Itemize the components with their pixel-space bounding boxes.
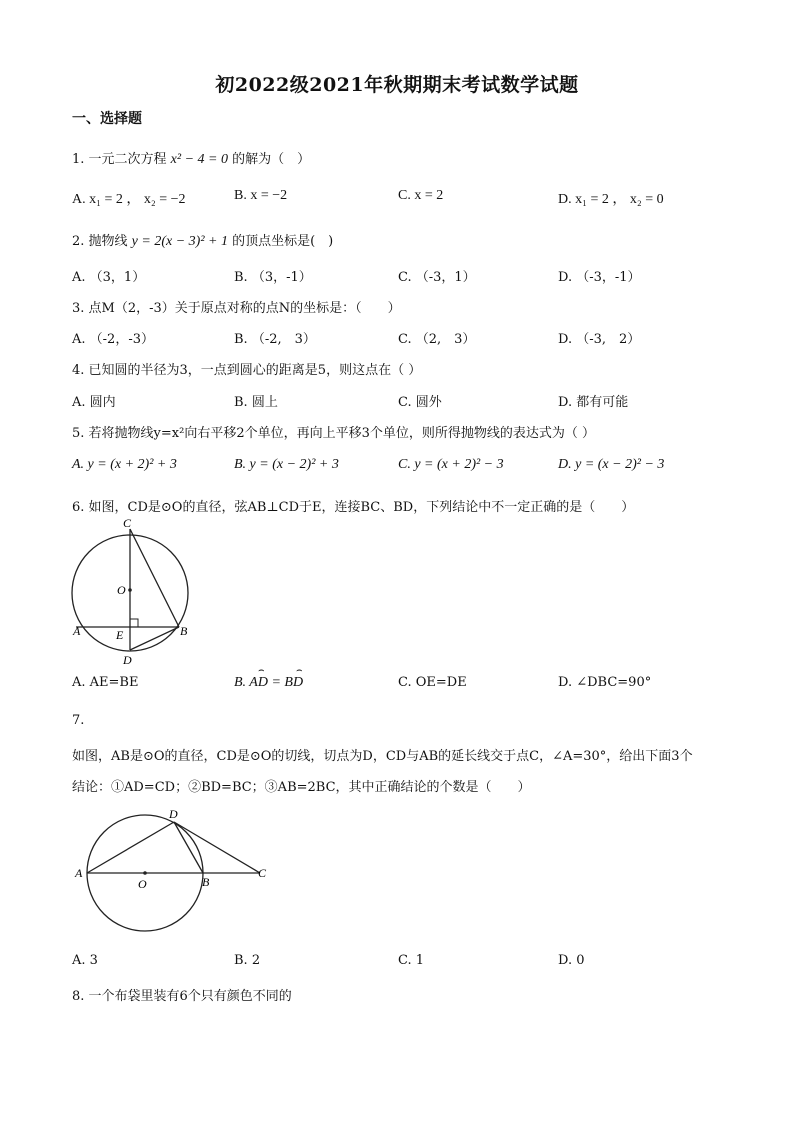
question-1	[72, 148, 310, 168]
q7-option-b: B. 2	[234, 953, 261, 968]
q4-option-c: C. 圆外	[398, 395, 442, 410]
q5-option-b: B. y = (x − 2)² + 3	[234, 457, 339, 472]
fig7-label-a: A	[75, 866, 83, 880]
q3-option-b: B. （-2, 3）	[234, 332, 316, 347]
fig6-segment-bc	[130, 529, 179, 627]
fig6-label-d: D	[123, 653, 132, 667]
q3-option-d: D. （-3, 2）	[558, 332, 641, 347]
q4-option-a: A. 圆内	[72, 395, 116, 410]
page-title: 初2022级2021年秋期期末考试数学试题	[215, 74, 579, 96]
fig6-right-angle-mark	[130, 619, 138, 627]
q2-option-a: A. （3，1）	[72, 270, 146, 285]
question-2-equation: y = 2(x − 3)² + 1	[131, 234, 228, 249]
question-2-stem-pre: 2. 抛物线	[72, 234, 132, 249]
fig6-label-a: A	[73, 624, 81, 638]
fig7-segment-db	[174, 822, 203, 873]
q3-option-c: C. （2, 3）	[398, 332, 476, 347]
fig6-center-point	[128, 588, 132, 592]
q5-option-d: D. y = (x − 2)² − 3	[558, 457, 665, 472]
q7-option-c: C. 1	[398, 953, 425, 968]
question-6: 6. 如图，CD是⊙O的直径，弦AB⊥CD于E，连接BC、BD，下列结论中不一定正确的是（ ）	[72, 500, 635, 515]
fig6-label-c: C	[123, 516, 132, 530]
q2-option-c: C. （-3，1）	[398, 270, 476, 285]
question-7-number: 7.	[72, 713, 85, 728]
q2-option-d: D. （-3，-1）	[558, 270, 641, 285]
q6-option-b-text: B. AD = BD	[234, 675, 304, 690]
arc-mark-ad: ⌢	[258, 665, 265, 676]
question-8: 8. 一个布袋里装有6个只有颜色不同的	[72, 989, 292, 1004]
fig7-segment-ad	[87, 822, 174, 873]
q6-option-c: C. OE=DE	[398, 675, 467, 690]
arc-mark-bd: ⌢	[296, 665, 303, 676]
fig7-tangent-dc	[174, 822, 260, 873]
question-1-stem-post: 的解为（ ）	[227, 152, 311, 167]
question-7-line-2: 结论：①AD=CD；②BD=BC；③AB=2BC，其中正确结论的个数是（ ）	[72, 780, 531, 795]
fig6-label-e: E	[116, 628, 124, 642]
fig6-label-b: B	[180, 624, 188, 638]
fig7-label-o: O	[138, 877, 147, 891]
q2-option-b: B. （3，-1）	[234, 270, 312, 285]
q4-option-d: D. 都有可能	[558, 395, 629, 410]
q1-option-d: D. x₁ = 2 ， x₂ = 0	[558, 192, 664, 207]
q1-option-b: B. x = −2	[234, 188, 288, 203]
figure-7-diagram	[72, 805, 277, 940]
question-7-line-1: 如图，AB是⊙O的直径，CD是⊙O的切线，切点为D，CD与AB的延长线交于点C，∠A=30°，给出下面3个	[72, 749, 693, 764]
question-5: 5. 若将抛物线y=x²向右平移2个单位，再向上平移3个单位，则所得抛物线的表达式为（ ）	[72, 426, 595, 441]
q3-option-a: A. （-2，-3）	[72, 332, 154, 347]
fig6-label-o: O	[117, 583, 126, 597]
fig7-label-c: C	[258, 866, 267, 880]
q6-option-b	[234, 665, 304, 691]
fig7-label-b: B	[202, 875, 210, 889]
question-3: 3. 点M（2，-3）关于原点对称的点N的坐标是：（ ）	[72, 301, 401, 316]
q7-option-a: A. 3	[72, 953, 98, 968]
q6-option-d: D. ∠DBC=90°	[558, 675, 652, 690]
q5-option-a: A. y = (x + 2)² + 3	[72, 457, 177, 472]
figure-6-diagram	[68, 515, 198, 670]
question-1-equation: x² − 4 = 0	[170, 152, 228, 167]
q5-option-c: C. y = (x + 2)² − 3	[398, 457, 504, 472]
q1-option-c: C. x = 2	[398, 188, 444, 203]
question-4: 4. 已知圆的半径为3，一点到圆心的距离是5，则这点在（ ）	[72, 363, 422, 378]
section-heading: 一、选择题	[72, 111, 142, 127]
question-1-stem-pre: 1. 一元二次方程	[72, 152, 171, 167]
fig6-segment-bd	[130, 627, 179, 650]
q4-option-b: B. 圆上	[234, 395, 278, 410]
fig7-center-point	[143, 871, 147, 875]
q6-option-a: A. AE=BE	[72, 675, 139, 690]
q7-option-d: D. 0	[558, 953, 585, 968]
question-2-stem-post: 的顶点坐标是( )	[227, 234, 334, 249]
question-2	[72, 230, 333, 250]
fig7-label-d: D	[169, 807, 178, 821]
q1-option-a: A. x₁ = 2 ， x₂ = −2	[72, 192, 186, 207]
